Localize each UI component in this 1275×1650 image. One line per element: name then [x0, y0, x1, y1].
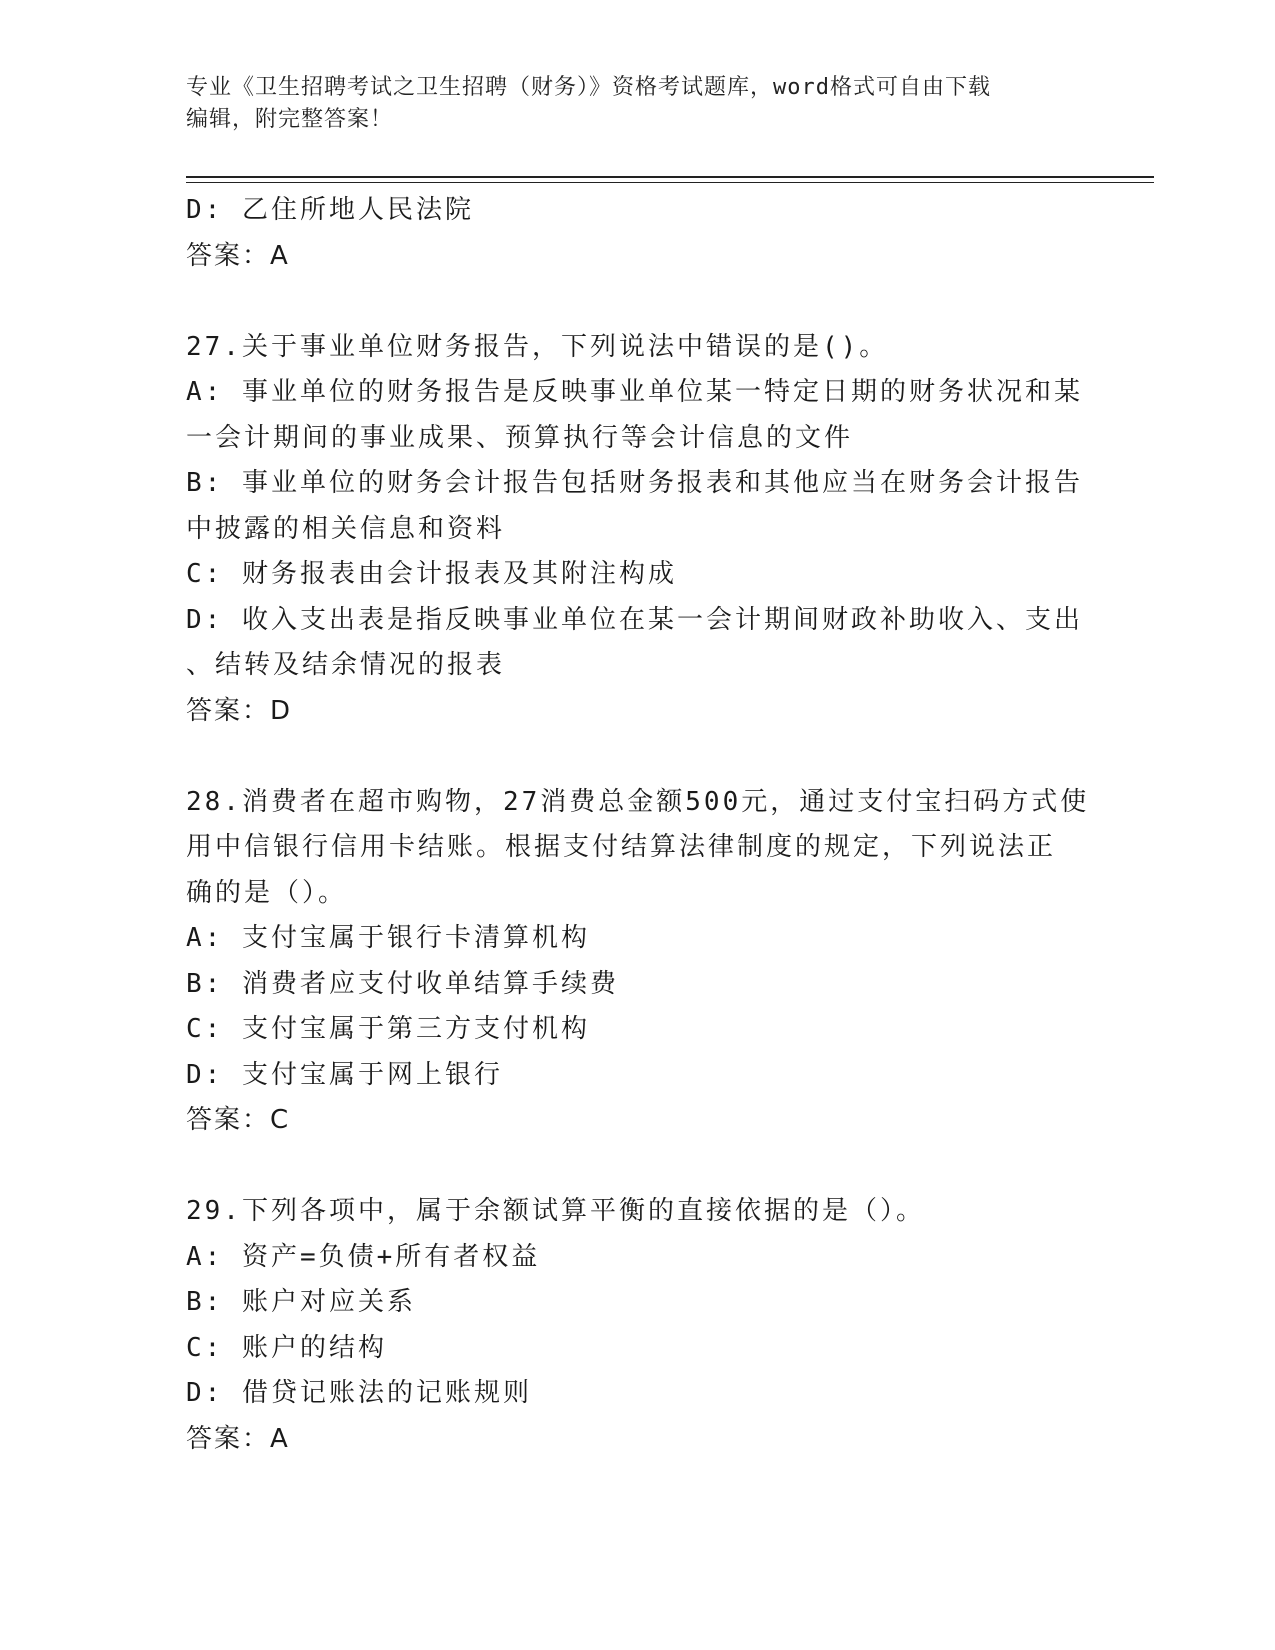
- answer-line: 答案：A: [186, 240, 290, 271]
- header-line-1: 专业《卫生招聘考试之卫生招聘（财务）》资格考试题库，word格式可自由下载: [186, 75, 991, 100]
- option-b: B: 账户对应关系: [186, 1287, 416, 1317]
- spacer: [186, 734, 1086, 780]
- option-d: D: 借贷记账法的记账规则: [186, 1378, 532, 1408]
- previous-question-tail: [186, 188, 1086, 279]
- spacer: [186, 1144, 1086, 1190]
- option-a: A: 资产=负债+所有者权益: [186, 1241, 541, 1272]
- question-stem: 28.消费者在超市购物，27消费总金额500元，通过支付宝扫码方式使: [186, 786, 1090, 817]
- question-29: [186, 1189, 1086, 1462]
- question-stem-continued: 用中信银行信用卡结账。根据支付结算法律制度的规定，下列说法正: [186, 832, 1057, 862]
- header-line-2: 编辑，附完整答案！: [186, 107, 394, 132]
- header-rule-thin: [186, 182, 1154, 183]
- option-c: C: 支付宝属于第三方支付机构: [186, 1014, 590, 1044]
- option-a-continued: 一会计期间的事业成果、预算执行等会计信息的文件: [186, 422, 854, 453]
- page-header: [186, 72, 1066, 136]
- spacer: [186, 279, 1086, 325]
- question-stem-continued: 确的是（）。: [186, 877, 348, 908]
- option-d: D: 支付宝属于网上银行: [186, 1059, 503, 1090]
- question-content: [186, 188, 1090, 1462]
- question-27: [186, 325, 1086, 735]
- option-a: A: 事业单位的财务报告是反映事业单位某一特定日期的财务状况和某: [186, 377, 1083, 407]
- question-stem: 27.关于事业单位财务报告，下列说法中错误的是()。: [186, 331, 889, 362]
- option-d: D: 收入支出表是指反映事业单位在某一会计期间财政补助收入、支出: [186, 604, 1083, 635]
- option-b-continued: 中披露的相关信息和资料: [186, 513, 506, 544]
- header-rule-thick: [186, 176, 1154, 178]
- answer-line: 答案：C: [186, 1105, 291, 1135]
- answer-line: 答案：A: [186, 1423, 290, 1454]
- option-c: C: 账户的结构: [186, 1332, 387, 1363]
- option-a: A: 支付宝属于银行卡清算机构: [186, 923, 590, 953]
- option-b: B: 消费者应支付收单结算手续费: [186, 968, 619, 999]
- option-c: C: 财务报表由会计报表及其附注构成: [186, 559, 677, 589]
- option-b: B: 事业单位的财务会计报告包括财务报表和其他应当在财务会计报告: [186, 468, 1083, 498]
- option-d: D: 乙住所地人民法院: [186, 195, 474, 225]
- question-stem: 29.下列各项中，属于余额试算平衡的直接依据的是（）。: [186, 1196, 925, 1226]
- option-d-continued: 、结转及结余情况的报表: [186, 650, 506, 680]
- answer-line: 答案：D: [186, 695, 293, 726]
- question-28: [186, 780, 1090, 1144]
